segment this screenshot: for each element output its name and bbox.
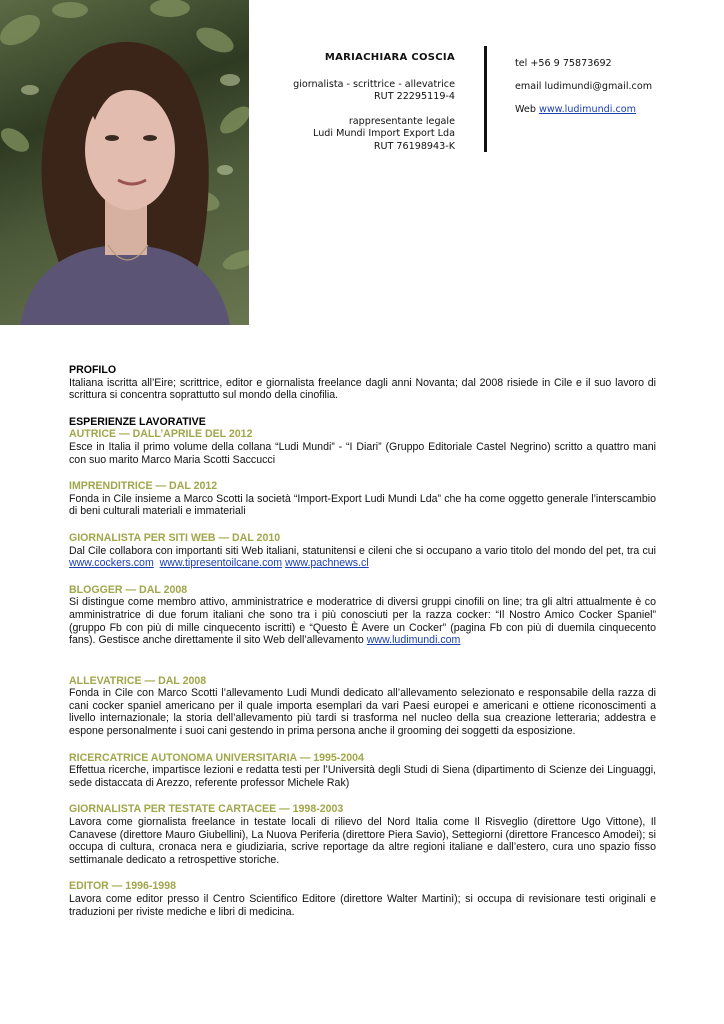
job-title: GIORNALISTA PER SITI WEB — DAL 2010: [69, 531, 281, 544]
job-title: IMPRENDITRICE — DAL 2012: [69, 480, 218, 493]
job-title: ALLEVATRICE — DAL 2008: [69, 674, 207, 687]
job-text: [69, 545, 656, 570]
header-contacts: [515, 58, 652, 127]
header-identity: [290, 52, 455, 153]
profile-heading: PROFILO: [69, 364, 117, 376]
job-title: RICERCATRICE AUTONOMA UNIVERSITARIA — 1995-2004: [69, 751, 364, 764]
web-label: Web: [515, 104, 539, 115]
job-text: Lavora come editor presso il Centro Scientifico Editore (direttore Walter Martinì); si occupa di revisionare testi originali e traduzioni per riviste mediche e libri di medicina.: [69, 893, 656, 918]
pachnews-link[interactable]: www.pachnews.cl: [285, 557, 369, 570]
person-roles: giornalista - scrittrice - allevatrice: [293, 78, 455, 90]
profile-photo: [0, 0, 249, 325]
job-text: Esce in Italia il primo volume della collana “Ludi Mundi” - “I Diari” (Gruppo Editoriale Castel Negrino) scritto a quattro mani con suo marito Marco Maria Scotti Saccucci: [69, 440, 656, 466]
job-text: Fonda in Cile insieme a Marco Scotti la società “Import-Export Ludi Mundi Lda” che ha come oggetto generale l’interscambio di beni culturali materiali e immateriali: [69, 492, 656, 518]
job-title: GIORNALISTA PER TESTATE CARTACEE — 1998-2003: [69, 803, 344, 816]
job-text-body: Dal Cile collabora con importanti siti Web italiani, statunitensi e cileni che si occupano a vario titolo del mondo del pet, tra cui: [69, 544, 656, 557]
company-name: Ludi Mundi Import Export Lda: [313, 128, 455, 139]
person-rut: RUT 22295119-4: [374, 91, 455, 102]
header-divider: [484, 46, 487, 152]
ludimundi-link[interactable]: www.ludimundi.com: [366, 634, 461, 647]
job-title: BLOGGER — DAL 2008: [69, 583, 188, 596]
tipresentoilcane-link[interactable]: www.tipresentoilcane.com: [159, 557, 283, 570]
contact-web: [515, 104, 652, 116]
legal-role: rappresentante legale: [348, 115, 455, 127]
job-text: [69, 596, 656, 646]
contact-tel: tel +56 9 75873692: [515, 58, 612, 69]
company-rut: RUT 76198943-K: [373, 140, 455, 152]
contact-email: email ludimundi@gmail.com: [515, 81, 653, 92]
website-link[interactable]: www.ludimundi.com: [538, 104, 636, 115]
profile-text: Italiana iscritta all’Eire; scrittrice, editor e giornalista freelance dagli anni Novanta; dal 2008 risiede in Cile e il suo lavoro di scrittura si concentra soprattutto sul mondo della cinofilia.: [69, 376, 656, 402]
job-text: Lavora come giornalista freelance in testate locali di rilievo del Nord Italia come Il Risveglio (direttore Ugo Vittone), Il Canavese (direttore Mauro Giubellini), La Nuova Periferia (direttore Piera Savio), Settegiorni (direttore Francesco Amodei); si occupa di cultura, cronaca nera e giudiziaria, scrive reportage da altre regioni italiane e dall’estero, cura uno spazio fisso settimanale dedicato a retrospettive storiche.: [69, 816, 656, 866]
job-text: Effettua ricerche, impartisce lezioni e redatta testi per l’Università degli Studi di Siena (dipartimento di Scienze dei Linguaggi, sede distaccata di Arezzo, referente professor Michele Rak): [69, 764, 656, 789]
job-title: AUTRICE — DALL’APRILE DEL 2012: [69, 428, 253, 441]
job-title: EDITOR — 1996-1998: [69, 880, 176, 893]
job-text: Fonda in Cile con Marco Scotti l’allevamento Ludi Mundi dedicato all’allevamento selezionato e responsabile della razza di cani cocker spaniel americano per il quale importa esemplari da vari Paesi europei e americani e ottiene riconoscimenti a livello internazionale; la storia dell’allevamento più tardi si trasforma nel nucleo della sua creazione letteraria; addestra e espone personalmente i suoi cani gestendo in prima persona anche il grooming dei soggetti da esposizione.: [69, 687, 656, 738]
person-name: MARIACHIARA COSCIA: [324, 52, 455, 63]
cockers-link[interactable]: www.cockers.com: [69, 557, 154, 570]
cv-content: [69, 364, 656, 918]
experience-heading: ESPERIENZE LAVORATIVE: [69, 415, 206, 428]
job-text-body: Si distingue come membro attivo, amministratrice e moderatrice di diversi gruppi cinofili on line; tra gli altri attualmente è co amministratrice di due forum italiani che sono tra i più conosciuti per la razza cocker: “Il Nostro Amico Cocker Spaniel” (gruppo Fb con più di mille cinquecento iscritti) e “Questo È Avere un Cocker” (pagina Fb con più di duemila cinquecento fans). Gestisce anche direttamente il sito Web dell’allevamento: [69, 596, 656, 647]
